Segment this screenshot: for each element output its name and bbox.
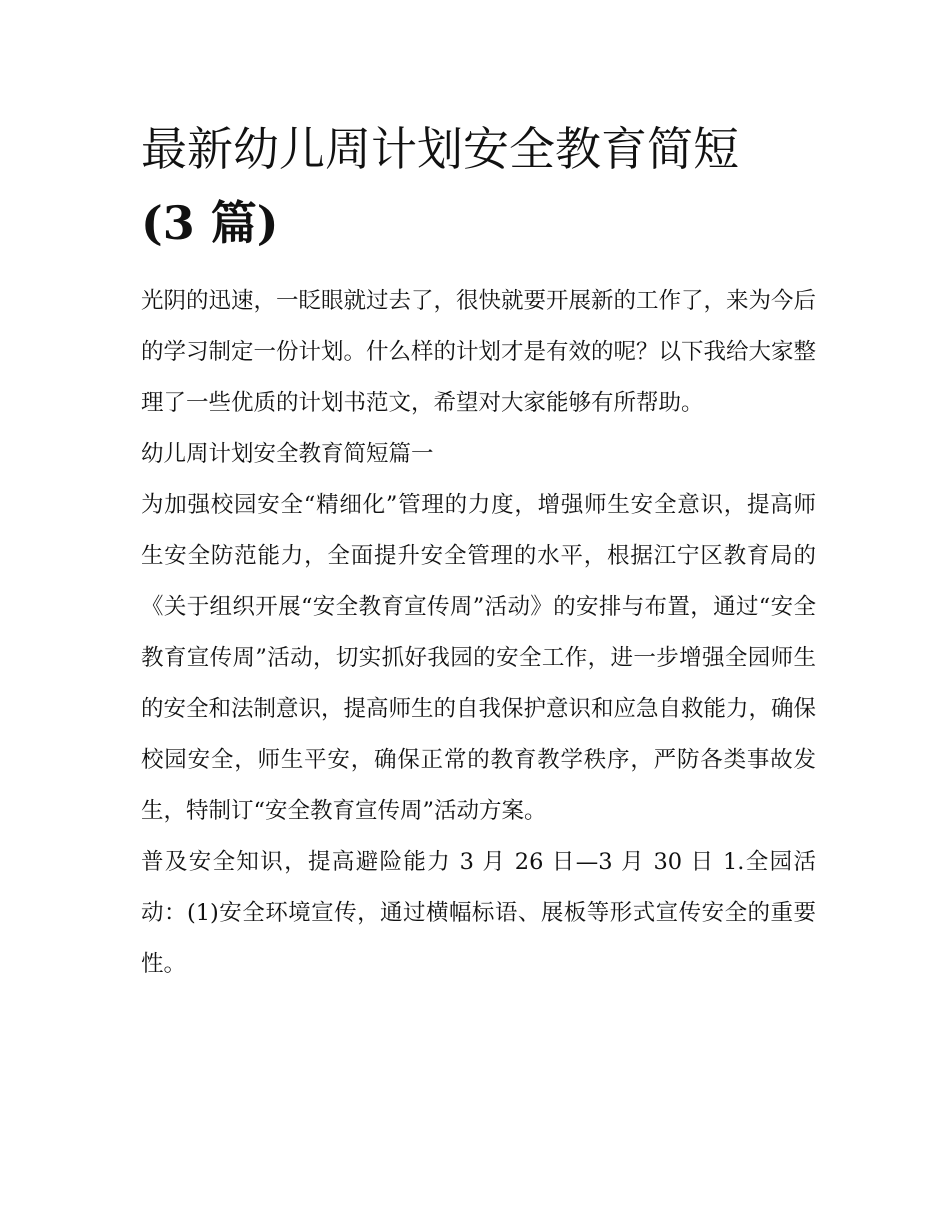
document-title-line1: 最新幼儿周计划安全教育简短 [141, 122, 739, 176]
document-title [141, 112, 821, 260]
document-body [141, 276, 816, 990]
body-paragraph: 为加强校园安全“精细化”管理的力度，增强师生安全意识，提高师生安全防范能力，全面提升安全管理的水平，根据江宁区教育局的《关于组织开展“安全教育宣传周”活动》的安排与布置，通过“安全教育宣传周”活动，切实抓好我园的安全工作，进一步增强全园师生的安全和法制意识，提高师生的自我保护意识和应急自救能力，确保校园安全，师生平安，确保正常的教育教学秩序，严防各类事故发生，特制订“安全教育宣传周”活动方案。 [141, 492, 817, 824]
section-heading: 幼儿周计划安全教育简短篇一 [141, 441, 434, 467]
body-paragraph: 普及安全知识，提高避险能力 3 月 26 日—3 月 30 日 1.全园活动：(1)安全环境宣传，通过横幅标语、展板等形式宣传安全的重要性。 [141, 849, 816, 977]
intro-paragraph: 光阴的迅速，一眨眼就过去了，很快就要开展新的工作了，来为今后的学习制定一份计划。什么样的计划才是有效的呢？以下我给大家整理了一些优质的计划书范文，希望对大家能够有所帮助。 [141, 288, 817, 416]
document-title-line2: (3 篇) [141, 196, 279, 250]
